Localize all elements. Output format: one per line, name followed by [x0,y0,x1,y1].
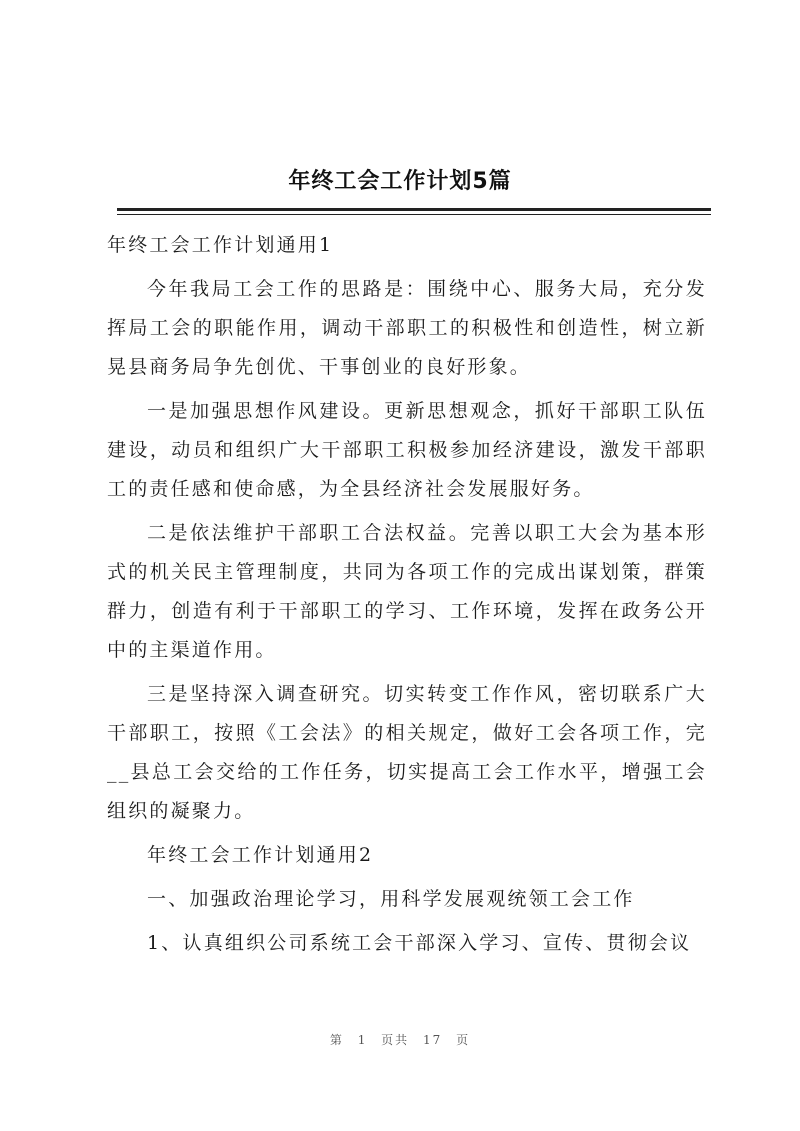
title-rule-thin [117,214,711,215]
text-line: 干部职工，按照《工会法》的相关规定，做好工会各项工作，完 [107,722,707,744]
title-rule-thick [117,208,711,211]
footer-prefix: 第 [329,1033,344,1047]
document-body [107,226,707,963]
page-footer [0,1031,800,1048]
paragraph [107,392,707,509]
text-line: 群力，创造有利于干部职工的学习、工作环境，发挥在政务公开 [107,600,707,622]
paragraph [107,924,707,963]
footer-suffix: 页 [456,1033,471,1047]
section-heading [107,836,707,875]
text-line: __县总工会交给的工作任务，切实提高工会工作水平，增强工会 [107,761,707,783]
document-title: 年终工会工作计划5篇 [288,169,512,194]
text-line: 一是加强思想作风建设。更新思想观念，抓好干部职工队伍 [147,400,707,422]
text-line: 三是坚持深入调查研究。切实转变工作作风，密切联系广大 [147,683,707,705]
text-line: 一、加强政治理论学习，用科学发展观统领工会工作 [147,888,635,910]
paragraph [107,880,707,919]
paragraph [107,514,707,670]
text-line: 挥局工会的职能作用，调动干部职工的积极性和创造性，树立新 [107,317,707,339]
text-line: 二是依法维护干部职工合法权益。完善以职工大会为基本形 [147,522,707,544]
text-line: 年终工会工作计划通用1 [107,234,334,256]
text-line: 工的责任感和使命感，为全县经济社会发展服好务。 [107,478,595,500]
paragraph [107,270,707,387]
text-line: 中的主渠道作用。 [107,639,277,661]
footer-mid: 页共 [381,1033,410,1047]
paragraph [107,675,707,831]
text-line: 今年我局工会工作的思路是：围绕中心、服务大局，充分发 [147,278,707,300]
total-pages: 17 [423,1033,443,1047]
page-number: 1 [357,1033,368,1047]
text-line: 年终工会工作计划通用2 [147,844,374,866]
section-heading [107,226,707,265]
text-line: 建设，动员和组织广大干部职工积极参加经济建设，激发干部职 [107,439,707,461]
text-line: 组织的凝聚力。 [107,800,256,822]
text-line: 式的机关民主管理制度，共同为各项工作的完成出谋划策，群策 [107,561,707,583]
text-line: 1、认真组织公司系统工会干部深入学习、宣传、贯彻会议 [147,932,692,954]
text-line: 晃县商务局争先创优、干事创业的良好形象。 [107,356,532,378]
